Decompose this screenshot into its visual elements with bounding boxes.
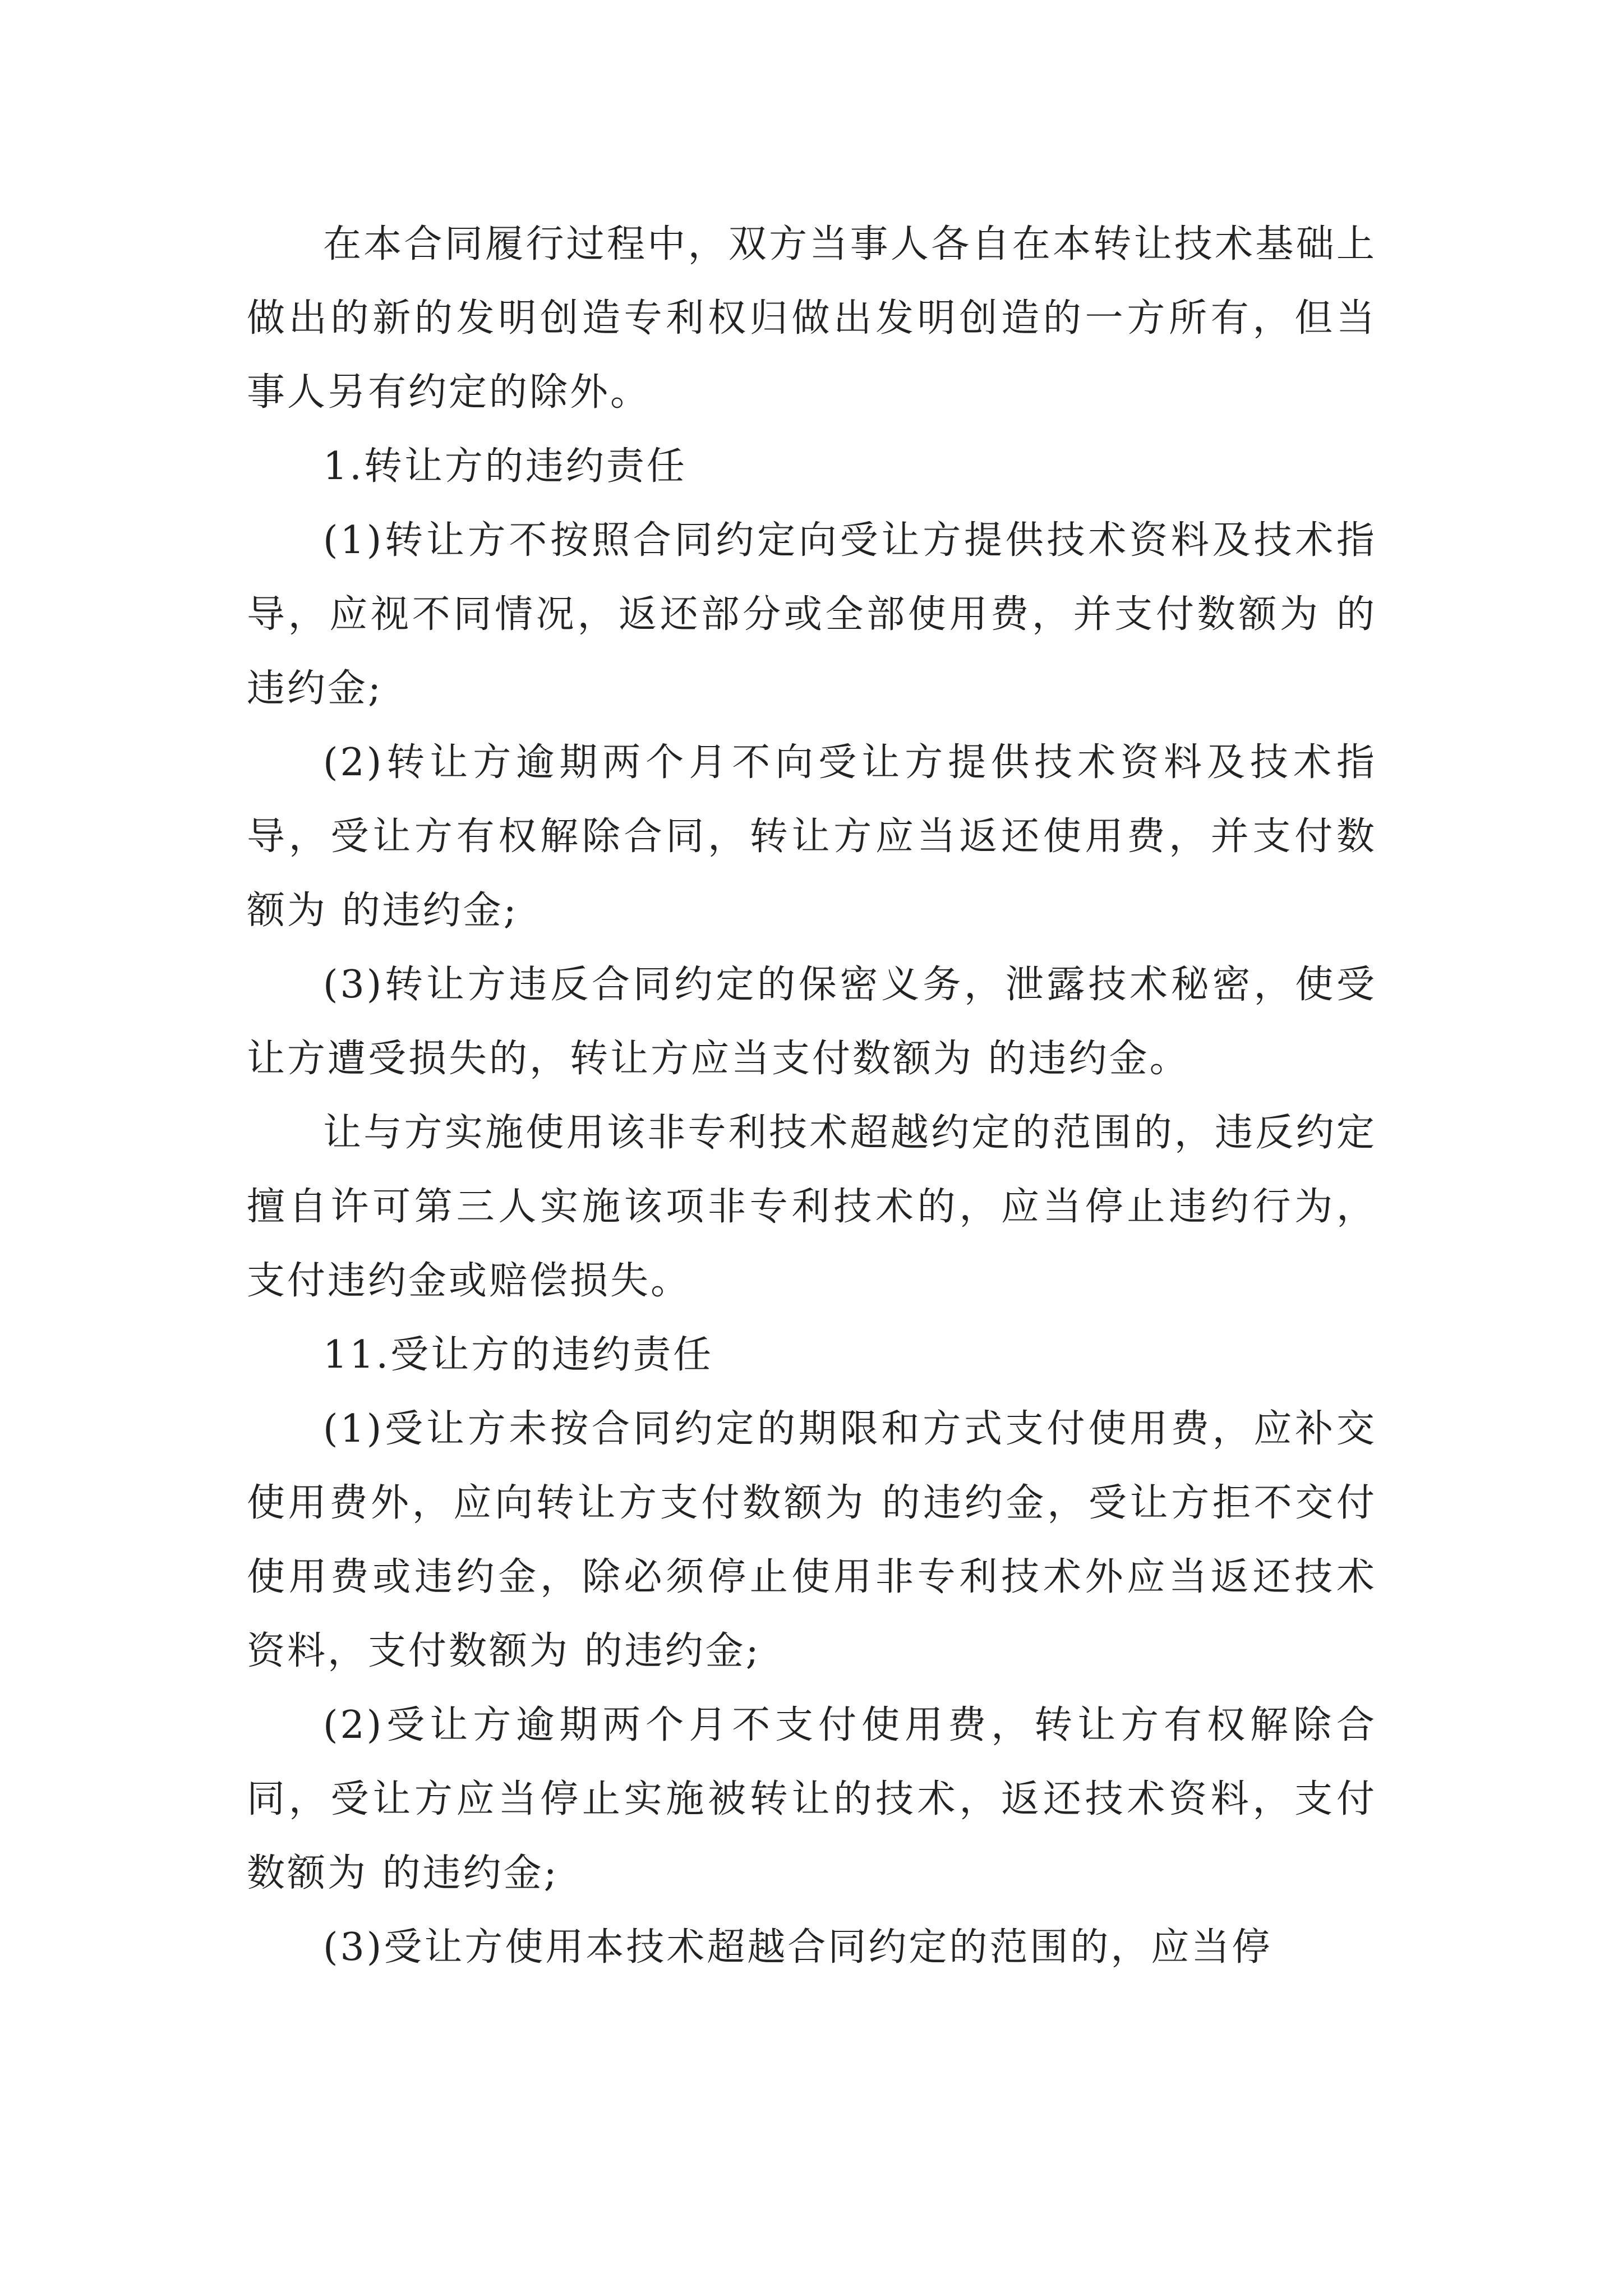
heading-transferee-liability: 11.受让方的违约责任	[323, 1333, 714, 1377]
paragraph-scope-violation: 让与方实施使用该非专利技术超越约定的范围的，违反约定擅自许可第三人实施该项非专利技术的，应当停止违约行为，支付违约金或赔偿损失。	[247, 1111, 1377, 1303]
paragraph-transferee-clause-1: (1)受让方未按合同约定的期限和方式支付使用费，应补交使用费外，应向转让方支付数额为 的违约金，受让方拒不交付使用费或违约金，除必须停止使用非专利技术外应当返还技术资料，支付数额为 的违约金;	[247, 1407, 1377, 1673]
paragraph-transferor-clause-2: (2)转让方逾期两个月不向受让方提供技术资料及技术指导，受让方有权解除合同，转让方应当返还使用费，并支付数额为 的违约金;	[247, 740, 1377, 933]
paragraph-transferor-clause-3: (3)转让方违反合同约定的保密义务，泄露技术秘密，使受让方遭受损失的，转让方应当支付数额为 的违约金。	[247, 963, 1377, 1081]
paragraph-new-inventions: 在本合同履行过程中，双方当事人各自在本转让技术基础上做出的新的发明创造专利权归做出发明创造的一方所有，但当事人另有约定的除外。	[247, 222, 1377, 415]
paragraph-transferee-clause-2: (2)受让方逾期两个月不支付使用费，转让方有权解除合同，受让方应当停止实施被转让的技术，返还技术资料，支付数额为 的违约金;	[247, 1703, 1377, 1895]
document-body	[247, 208, 1377, 1985]
paragraph-transferor-clause-1: (1)转让方不按照合同约定向受让方提供技术资料及技术指导，应视不同情况，返还部分或全部使用费，并支付数额为 的违约金;	[247, 518, 1377, 711]
heading-transferor-liability: 1.转让方的违约责任	[323, 444, 687, 489]
paragraph-transferee-clause-3: (3)受让方使用本技术超越合同约定的范围的，应当停	[323, 1925, 1272, 1970]
